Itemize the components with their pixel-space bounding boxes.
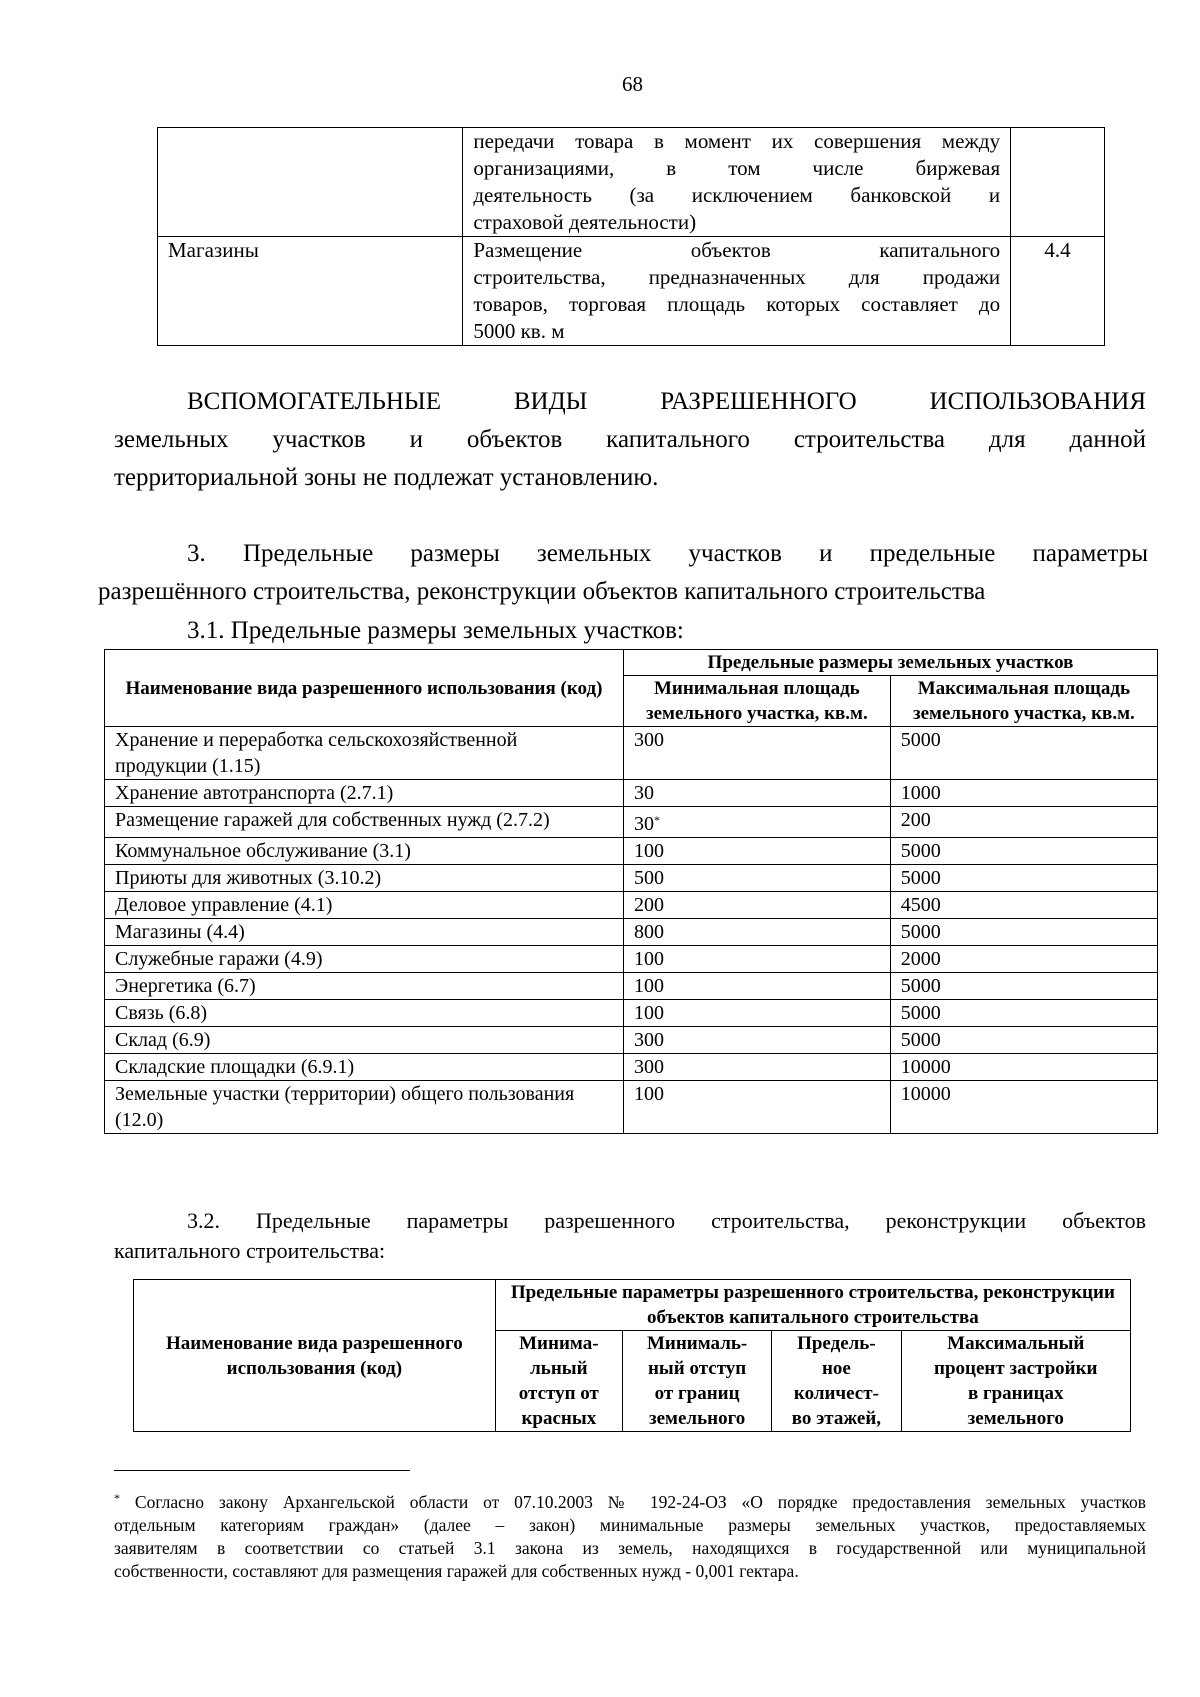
- footnote-mark: *: [114, 1491, 120, 1505]
- use-name-cell: Складские площадки (6.9.1): [105, 1054, 624, 1081]
- min-area-value: 30: [633, 782, 654, 804]
- table-header-row: [134, 1280, 1131, 1331]
- max-area-cell: 200: [890, 807, 1157, 838]
- min-area-value: 300: [633, 1029, 664, 1051]
- header-line: земельного: [967, 1408, 1064, 1429]
- plot-size-limits-table: [104, 649, 1158, 1134]
- min-area-value: 800: [633, 921, 664, 943]
- paragraph-line: 3. Предельные размеры земельных участков и предельные параметры: [187, 540, 1148, 567]
- use-name-cell: Деловое управление (4.1): [105, 892, 624, 919]
- max-area-cell: 5000: [890, 865, 1157, 892]
- table-row: [158, 128, 1105, 237]
- description-line: Размещение объектов капитального: [473, 238, 1001, 262]
- min-area-cell: [623, 727, 890, 780]
- auxiliary-uses-paragraph: [114, 383, 1146, 497]
- table-row: [105, 838, 1158, 865]
- use-name-cell: Связь (6.8): [105, 1000, 624, 1027]
- section-3-heading: [98, 535, 1148, 611]
- footnote-line: отдельным категориям граждан» (далее – закон) минимальные размеры земельных участков, предоставляемых: [114, 1515, 1146, 1535]
- footnote-divider: [114, 1470, 410, 1471]
- min-area-cell: [623, 1054, 890, 1081]
- section-3-1-heading: 3.1. Предельные размеры земельных участков:: [187, 617, 684, 644]
- header-line: льный: [530, 1358, 588, 1379]
- page-number: 68: [622, 72, 643, 96]
- header-use-name: Наименование вида разрешенного использования (код): [105, 650, 624, 727]
- table-row: [105, 919, 1158, 946]
- use-name-cell: Магазины (4.4): [105, 919, 624, 946]
- table-row: [105, 780, 1158, 807]
- max-area-cell: 5000: [890, 1027, 1157, 1054]
- min-area-cell: [623, 973, 890, 1000]
- use-name-cell: Хранение автотранспорта (2.7.1): [105, 780, 624, 807]
- min-area-value: 100: [633, 1002, 664, 1024]
- use-name-cell: Хранение и переработка сельскохозяйственной продукции (1.15): [105, 727, 624, 780]
- table-row: [105, 807, 1158, 838]
- paragraph-line: капитального строительства:: [114, 1238, 386, 1263]
- min-area-cell: [623, 780, 890, 807]
- use-name-cell: Земельные участки (территории) общего пользования (12.0): [105, 1081, 624, 1134]
- description-line: организациями, в том числе биржевая: [473, 156, 1001, 180]
- min-area-cell: [623, 892, 890, 919]
- max-area-cell: 10000: [890, 1054, 1157, 1081]
- use-description-cell: [463, 237, 1011, 346]
- min-area-cell: [623, 946, 890, 973]
- header-line: Минима-: [519, 1333, 599, 1354]
- table-row: [105, 1000, 1158, 1027]
- description-line: передачи товара в момент их совершения между: [473, 129, 1001, 153]
- header-line: красных: [521, 1408, 597, 1429]
- max-area-cell: 5000: [890, 973, 1157, 1000]
- footnote: [114, 1487, 1146, 1583]
- max-area-cell: 4500: [890, 892, 1157, 919]
- table-row: [105, 727, 1158, 780]
- max-area-cell: 1000: [890, 780, 1157, 807]
- description-line: строительства, предназначенных для продажи: [473, 265, 1001, 289]
- permitted-use-table-continuation: [157, 127, 1105, 346]
- min-area-value: 100: [633, 948, 664, 970]
- description-line: товаров, торговая площадь которых составляет до: [473, 292, 1001, 316]
- table-row: [105, 973, 1158, 1000]
- max-area-cell: 2000: [890, 946, 1157, 973]
- paragraph-line: земельных участков и объектов капитального строительства для данной: [114, 426, 1146, 453]
- min-area-value: 30: [633, 813, 654, 835]
- description-line: деятельность (за исключением банковской и: [473, 183, 1001, 207]
- header-max-floors: [772, 1331, 901, 1432]
- min-area-cell: [623, 1081, 890, 1134]
- min-area-value: 500: [633, 867, 664, 889]
- min-area-value: 100: [633, 975, 664, 997]
- header-min-setback-plot-borders: [622, 1331, 771, 1432]
- min-area-value: 200: [633, 894, 664, 916]
- table-row: [105, 865, 1158, 892]
- plot-size-table-body: [105, 727, 1158, 1134]
- min-area-value: 100: [633, 1083, 664, 1105]
- min-area-cell: [623, 919, 890, 946]
- min-area-cell: [623, 838, 890, 865]
- header-line: земельного: [648, 1408, 746, 1429]
- header-line: количест-: [793, 1383, 879, 1404]
- min-area-value: 300: [633, 729, 664, 751]
- min-area-cell: [623, 865, 890, 892]
- header-line: процент застройки: [934, 1358, 1098, 1379]
- use-name-cell: Энергетика (6.7): [105, 973, 624, 1000]
- min-area-cell: [623, 1000, 890, 1027]
- section-3-2-heading: [114, 1206, 1146, 1266]
- paragraph-line: разрешённого строительства, реконструкции объектов капитального строительства: [98, 578, 986, 605]
- header-plot-size-limits: Предельные размеры земельных участков: [623, 650, 1157, 676]
- use-name-cell: Служебные гаражи (4.9): [105, 946, 624, 973]
- header-use-name: Наименование вида разрешенного использования (код): [134, 1280, 496, 1432]
- construction-parameters-table: [133, 1279, 1131, 1432]
- use-name-cell: Приюты для животных (3.10.2): [105, 865, 624, 892]
- header-line: Максимальный: [947, 1333, 1085, 1354]
- footnote-line: собственности, составляют для размещения гаражей для собственных нужд - 0,001 гектара.: [114, 1561, 799, 1581]
- max-area-cell: 10000: [890, 1081, 1157, 1134]
- use-name-cell: Магазины: [158, 237, 463, 346]
- footnote-line: [114, 1487, 1146, 1514]
- use-description-cell: [463, 128, 1011, 237]
- table-row: [105, 1081, 1158, 1134]
- header-line: от границ: [654, 1383, 740, 1404]
- paragraph-line: ВСПОМОГАТЕЛЬНЫЕ ВИДЫ РАЗРЕШЕННОГО ИСПОЛЬЗОВАНИЯ: [187, 388, 1146, 415]
- table-header-row: [105, 650, 1158, 676]
- header-max-building-coverage: [901, 1331, 1130, 1432]
- max-area-cell: 5000: [890, 1000, 1157, 1027]
- use-code-cell: 4.4: [1011, 237, 1105, 346]
- header-line: в границах: [967, 1383, 1064, 1404]
- table-row: [105, 1027, 1158, 1054]
- use-code-cell: [1011, 128, 1105, 237]
- min-area-cell: [623, 807, 890, 838]
- description-line: 5000 кв. м: [473, 319, 565, 343]
- max-area-cell: 5000: [890, 919, 1157, 946]
- paragraph-line: территориальной зоны не подлежат установлению.: [114, 464, 659, 491]
- use-name-cell: [158, 128, 463, 237]
- table-row: [158, 237, 1105, 346]
- header-line: Предель-: [797, 1333, 876, 1354]
- min-area-value: 300: [633, 1056, 664, 1078]
- footnote-text: Согласно закону Архангельской области от 07.10.2003 № 192-24-ОЗ «О порядке предоставления земельных участков: [134, 1492, 1147, 1512]
- header-line: отступ от: [518, 1383, 599, 1404]
- table-row: [105, 1054, 1158, 1081]
- use-name-cell: Размещение гаражей для собственных нужд (2.7.2): [105, 807, 624, 838]
- header-min-setback-red-lines: [495, 1331, 622, 1432]
- table-row: [105, 892, 1158, 919]
- footnote-line: заявителям в соответствии со статьей 3.1 закона из земель, находящихся в государственной или муниципальной: [114, 1538, 1146, 1558]
- header-line: Минималь-: [646, 1333, 748, 1354]
- header-max-area: Максимальная площадь земельного участка, кв.м.: [890, 676, 1157, 727]
- header-line: ный отступ: [647, 1358, 747, 1379]
- use-name-cell: Склад (6.9): [105, 1027, 624, 1054]
- max-area-cell: 5000: [890, 838, 1157, 865]
- max-area-cell: 5000: [890, 727, 1157, 780]
- use-name-cell: Коммунальное обслуживание (3.1): [105, 838, 624, 865]
- description-line: страховой деятельности): [473, 210, 697, 234]
- table-row: [105, 946, 1158, 973]
- header-min-area: Минимальная площадь земельного участка, кв.м.: [623, 676, 890, 727]
- min-area-value: 100: [633, 840, 664, 862]
- header-line: ное: [821, 1358, 851, 1379]
- min-area-cell: [623, 1027, 890, 1054]
- paragraph-line: 3.2. Предельные параметры разрешенного строительства, реконструкции объектов: [187, 1208, 1146, 1233]
- footnote-reference: *: [653, 813, 660, 827]
- header-construction-parameters: Предельные параметры разрешенного строительства, реконструкции объектов капитального строительства: [495, 1280, 1130, 1331]
- header-line: во этажей,: [791, 1408, 882, 1429]
